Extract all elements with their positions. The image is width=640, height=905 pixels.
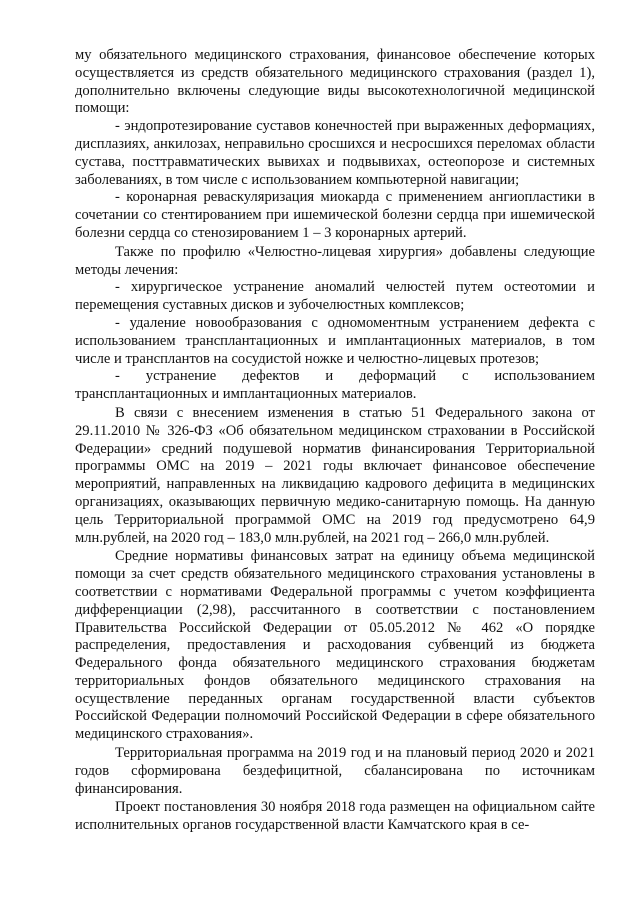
paragraph-draft-published: Проект постановления 30 ноября 2018 года размещен на официальном сайте исполнительных органов государственной власти Камчатского края в се-: [75, 799, 595, 834]
paragraph-maxillofacial-intro: Также по профилю «Челюстно-лицевая хирургия» добавлены следующие методы лечения:: [75, 243, 595, 278]
paragraph-standards: Средние нормативы финансовых затрат на единицу объема медицинской помощи за счет средств обязательного медицинского страхования установлены в соответствии с нормативами Федеральной программы с учетом коэффициента дифференциации (2,98), рассчитанного в соответствии с постановлением Правительства Российской Федерации от 05.05.2012 № 462 «О порядке распределения, предоставления и расходования субвенций из бюджета Федерального фонда обязательного медицинского страхования бюджетам территориальных фондов обязательного медицинского страхования на осуществление переданных органам государственной власти субъектов Российской Федерации полномочий Российской Федерации в сфере обязательного медицинского страхования».: [75, 548, 595, 743]
paragraph-intro: му обязательного медицинского страхования, финансовое обеспечение которых осуществляется из средств обязательного медицинского страхования (раздел 1), дополнительно включены следующие виды высокотехнологичной медицинской помощи:: [75, 47, 595, 117]
paragraph-territorial-program: Территориальная программа на 2019 год и на плановый период 2020 и 2021 годов сформирована бездефицитной, сбалансирована по источникам финансирования.: [75, 745, 595, 797]
paragraph-list-defects: - устранение дефектов и деформаций с использованием трансплантационных и имплантационных материалов.: [75, 368, 595, 403]
paragraph-list-coronary: - коронарная реваскуляризация миокарда с применением ангиопластики в сочетании со стентированием при ишемической болезни сердца при ишемической болезни сердца со стенозированием 1 – 3 коронарных артерий.: [75, 189, 595, 241]
paragraph-list-endoprosthetics: - эндопротезирование суставов конечностей при выраженных деформациях, дисплазиях, анкилозах, неправильно сросшихся и несросшихся переломах области сустава, посттравматических вывихах и подвывихах, остеопорозе и системных заболеваниях, в том числе с использованием компьютерной навигации;: [75, 118, 595, 188]
paragraph-federal-law: В связи с внесением изменения в статью 51 Федерального закона от 29.11.2010 № 326-ФЗ «Об обязательном медицинском страховании в Российской Федерации» средний подушевой норматив финансирования Территориальной программы ОМС на 2019 – 2021 годы включает финансовое обеспечение мероприятий, направленных на ликвидацию кадрового дефицита в медицинских организациях, оказывающих первичную медико-санитарную помощь. На данную цель Территориальной программой ОМС на 2019 год предусмотрено 64,9 млн.рублей, на 2020 год – 183,0 млн.рублей, на 2021 год – 266,0 млн.рублей.: [75, 404, 595, 546]
paragraph-list-osteotomy: - хирургическое устранение аномалий челюстей путем остеотомии и перемещения суставных дисков и зубочелюстных комплексов;: [75, 279, 595, 314]
paragraph-list-neoplasm: - удаление новообразования с одномоментным устранением дефекта с использованием трансплантационных и имплантационных материалов, в том числе и трансплантов на сосудистой ножке и челюстно-лицевых протезов;: [75, 314, 595, 367]
document-body: [75, 47, 595, 835]
